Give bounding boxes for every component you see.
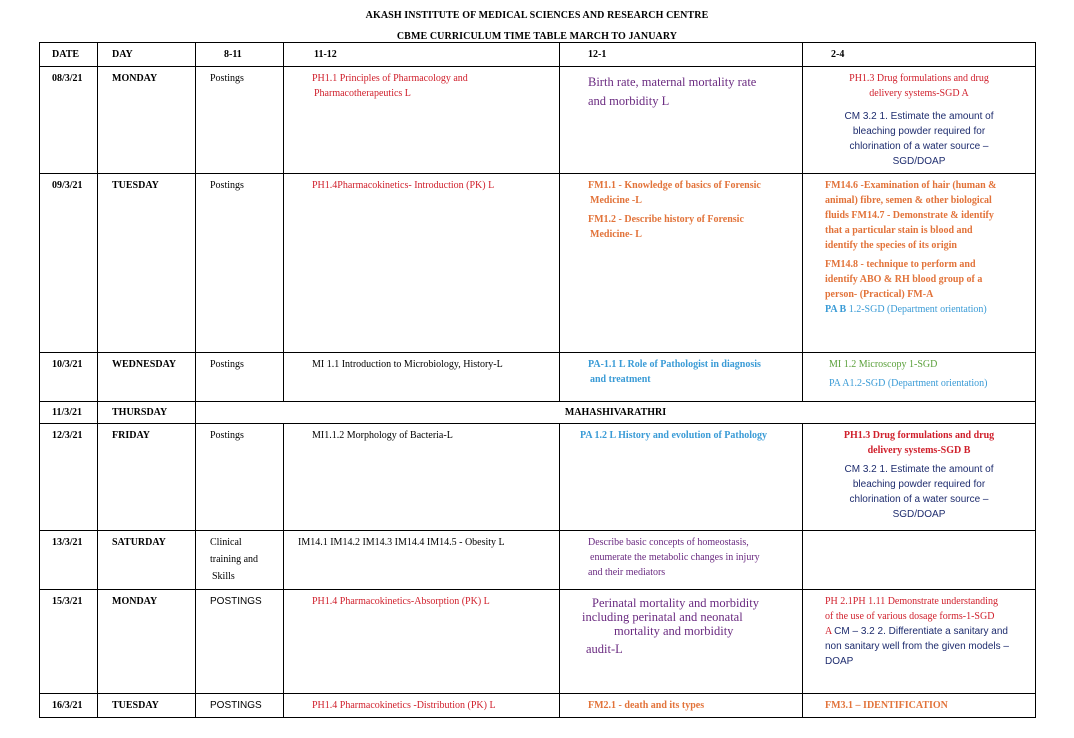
slot-8-11: POSTINGS <box>196 590 284 694</box>
slot-11-12: IM14.1 IM14.2 IM14.3 IM14.4 IM14.5 - Obesity L <box>284 531 560 590</box>
table-row <box>40 174 1036 353</box>
slot-2-4: FM3.1 – IDENTIFICATION <box>803 694 1036 718</box>
timetable <box>39 42 1036 718</box>
row-date: 16/3/21 <box>40 694 98 718</box>
slot-12-1: Perinatal mortality and morbidity including perinatal and neonatal mortality and morbidity audit-L <box>560 590 803 694</box>
slot-12-1: PA 1.2 L History and evolution of Pathology <box>560 424 803 531</box>
slot-11-12: PH1.4Pharmacokinetics- Introduction (PK) L <box>284 174 560 353</box>
table-row <box>40 353 1036 402</box>
table-row <box>40 402 1036 424</box>
slot-8-11: Clinical training and Skills <box>196 531 284 590</box>
row-date: 15/3/21 <box>40 590 98 694</box>
slot-11-12: PH1.4 Pharmacokinetics-Absorption (PK) L <box>284 590 560 694</box>
row-day: SATURDAY <box>98 531 196 590</box>
col-header-12-1: 12-1 <box>560 43 803 67</box>
slot-8-11: Postings <box>196 353 284 402</box>
row-day: FRIDAY <box>98 424 196 531</box>
slot-2-4: MI 1.2 Microscopy 1-SGD PA A1.2-SGD (Department orientation) <box>803 353 1036 402</box>
slot-8-11: Postings <box>196 174 284 353</box>
row-date: 09/3/21 <box>40 174 98 353</box>
col-header-date: DATE <box>40 43 98 67</box>
col-header-11-12: 11-12 <box>284 43 560 67</box>
slot-8-11: POSTINGS <box>196 694 284 718</box>
slot-8-11: Postings <box>196 424 284 531</box>
row-date: 12/3/21 <box>40 424 98 531</box>
slot-2-4: PH1.3 Drug formulations and drug delivery systems-SGD B CM 3.2 1. Estimate the amount of bleaching powder required for chlorination of a water source – SGD/DOAP <box>803 424 1036 531</box>
row-day: TUESDAY <box>98 174 196 353</box>
table-row <box>40 531 1036 590</box>
timetable-subtitle: CBME CURRICULUM TIME TABLE MARCH TO JANUARY <box>396 31 678 42</box>
row-day: TUESDAY <box>98 694 196 718</box>
slot-8-11: Postings <box>196 67 284 174</box>
table-header-row <box>40 43 1036 67</box>
row-day: WEDNESDAY <box>98 353 196 402</box>
slot-11-12: MI1.1.2 Morphology of Bacteria-L <box>284 424 560 531</box>
col-header-day: DAY <box>98 43 196 67</box>
slot-11-12: PH1.1 Principles of Pharmacology and Pharmacotherapeutics L <box>284 67 560 174</box>
col-header-2-4: 2-4 <box>803 43 1036 67</box>
slot-2-4: PH1.3 Drug formulations and drug delivery systems-SGD A CM 3.2 1. Estimate the amount of bleaching powder required for chlorination of a water source – SGD/DOAP <box>803 67 1036 174</box>
row-date: 11/3/21 <box>40 402 98 424</box>
slot-2-4: PH 2.1PH 1.11 Demonstrate understanding of the use of various dosage forms-1-SGD A CM – 3.2 2. Differentiate a sanitary and non sanitary well from the given models – DOAP <box>803 590 1036 694</box>
row-day: MONDAY <box>98 67 196 174</box>
table-row <box>40 694 1036 718</box>
slot-11-12: MI 1.1 Introduction to Microbiology, History-L <box>284 353 560 402</box>
row-date: 13/3/21 <box>40 531 98 590</box>
holiday-cell: MAHASHIVARATHRI <box>196 402 1036 424</box>
row-date: 08/3/21 <box>40 67 98 174</box>
slot-12-1: FM1.1 - Knowledge of basics of Forensic Medicine -L FM1.2 - Describe history of Forensic Medicine- L <box>560 174 803 353</box>
slot-11-12: PH1.4 Pharmacokinetics -Distribution (PK) L <box>284 694 560 718</box>
slot-12-1: PA-1.1 L Role of Pathologist in diagnosis and treatment <box>560 353 803 402</box>
table-row <box>40 590 1036 694</box>
row-date: 10/3/21 <box>40 353 98 402</box>
institute-title: AKASH INSTITUTE OF MEDICAL SCIENCES AND RESEARCH CENTRE <box>365 10 709 21</box>
slot-12-1: Birth rate, maternal mortality rate and morbidity L <box>560 67 803 174</box>
slot-2-4 <box>803 531 1036 590</box>
table-row <box>40 424 1036 531</box>
slot-12-1: Describe basic concepts of homeostasis, enumerate the metabolic changes in injury and their mediators <box>560 531 803 590</box>
table-row <box>40 67 1036 174</box>
slot-2-4: FM14.6 -Examination of hair (human & animal) fibre, semen & other biological fluids FM14.7 - Demonstrate & identify that a particular stain is blood and identify the species of its origin FM14.8 - technique to perform and identify ABO & RH blood group of a person- (Practical) FM-A PA B 1.2-SGD (Department orientation) <box>803 174 1036 353</box>
row-day: MONDAY <box>98 590 196 694</box>
row-day: THURSDAY <box>98 402 196 424</box>
col-header-8-11: 8-11 <box>196 43 284 67</box>
slot-12-1: FM2.1 - death and its types <box>560 694 803 718</box>
